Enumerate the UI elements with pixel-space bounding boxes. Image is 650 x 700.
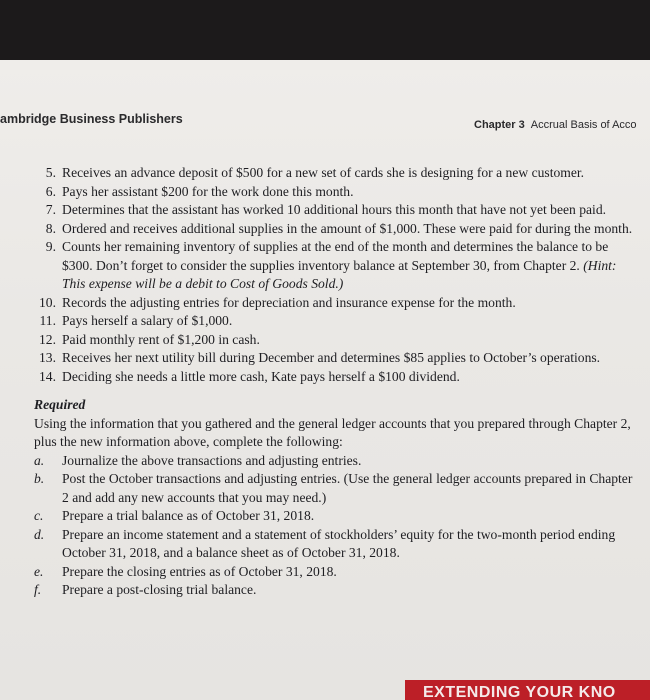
task-item (20, 563, 635, 582)
task-text: Prepare the closing entries as of October 31, 2018. (62, 563, 337, 579)
list-item (20, 238, 635, 294)
section-banner (405, 680, 650, 700)
item-hint: (Hint: This expense will be a debit to Cost of Goods Sold.) (62, 257, 617, 291)
chapter-label: Chapter 3 (474, 119, 525, 131)
required-heading: Required (34, 397, 86, 412)
item-number: 7. (45, 202, 56, 217)
task-item (20, 507, 635, 526)
task-text: Journalize the above transactions and adjusting entries. (62, 452, 362, 468)
item-number: 6. (45, 183, 56, 199)
task-item (20, 581, 635, 600)
task-item (20, 470, 635, 507)
list-item (20, 349, 635, 368)
task-item (20, 526, 635, 563)
problem-text (20, 164, 635, 600)
task-letter: e. (34, 563, 44, 579)
item-number: 13. (39, 350, 56, 365)
chapter-title: Accrual Basis of Acco (530, 119, 637, 131)
task-text: Prepare an income statement and a statement of stockholders’ equity for the two-month period ending October 31, 2018, and a balance sheet as of October 31, 2018. (62, 526, 616, 560)
item-number: 11. (39, 313, 56, 328)
task-text: Prepare a trial balance as of October 31, 2018. (62, 508, 315, 523)
required-intro: Using the information that you gathered and the general ledger accounts that you prepared through Chapter 2, plus the new information above, complete the following: (34, 415, 631, 449)
item-main-text: Counts her remaining inventory of supplies at the end of the month and determines the balance to be $300. Don’t forget to consider the supplies inventory balance at September 30, from Chapter 2. (62, 239, 609, 273)
item-text: Paid monthly rent of $1,200 in cash. (62, 331, 260, 347)
task-letter: a. (34, 452, 45, 468)
item-text: Receives her next utility bill during December and determines $85 applies to October’s operations. (62, 350, 601, 365)
item-text: Pays herself a salary of $1,000. (62, 313, 233, 328)
task-letter: b. (34, 471, 45, 486)
item-text: Receives an advance deposit of $500 for a new set of cards she is designing for a new customer. (62, 165, 585, 180)
item-text: Pays her assistant $200 for the work done this month. (62, 183, 354, 199)
item-number: 5. (45, 165, 56, 180)
task-letter: c. (34, 508, 44, 523)
list-item (20, 331, 635, 350)
item-number: 10. (39, 294, 56, 310)
item-text (62, 238, 635, 294)
textbook-page (0, 60, 650, 700)
list-item (20, 312, 635, 331)
task-letter: f. (34, 582, 42, 597)
item-number: 14. (39, 368, 56, 384)
item-number: 8. (45, 220, 56, 236)
list-item (20, 201, 635, 220)
list-item (20, 164, 635, 183)
list-item (20, 183, 635, 202)
publisher-header: ambridge Business Publishers (0, 112, 183, 126)
task-text: Post the October transactions and adjusting entries. (Use the general ledger accounts prepared in Chapter 2 and add any new accounts that you may need.) (62, 471, 633, 505)
chapter-header (474, 119, 637, 131)
item-text: Ordered and receives additional supplies in the amount of $1,000. These were paid for during the month. (62, 220, 633, 236)
list-item (20, 368, 635, 387)
task-letter: d. (34, 526, 45, 542)
list-item (20, 294, 635, 313)
item-text: Deciding she needs a little more cash, Kate pays herself a $100 dividend. (62, 368, 460, 384)
item-number: 12. (39, 331, 56, 347)
task-item (20, 452, 635, 471)
item-text: Records the adjusting entries for depreciation and insurance expense for the month. (62, 294, 516, 310)
task-text: Prepare a post-closing trial balance. (62, 582, 257, 597)
list-item (20, 220, 635, 239)
item-number: 9. (45, 239, 56, 254)
item-text: Determines that the assistant has worked 10 additional hours this month that have not yet been paid. (62, 202, 607, 217)
banner-text: EXTENDING YOUR KNO (423, 684, 616, 700)
